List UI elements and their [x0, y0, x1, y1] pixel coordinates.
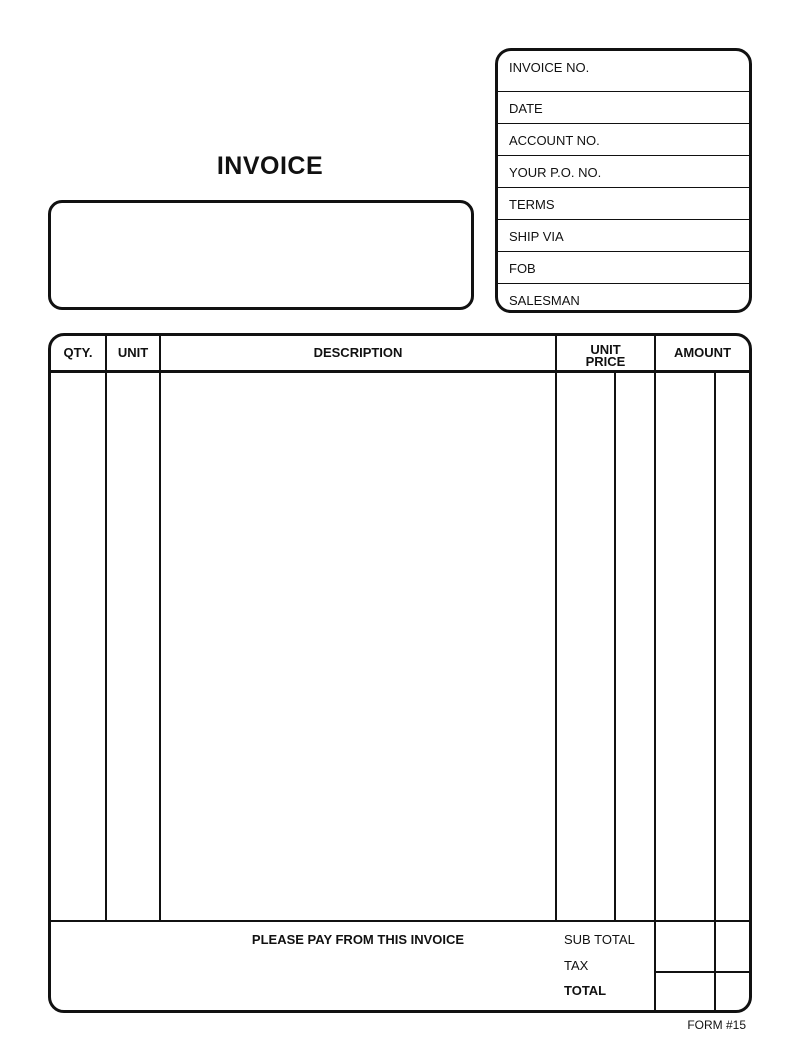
total-amount-cell[interactable]: [656, 973, 749, 1010]
invoice-info-panel: [495, 48, 752, 313]
pay-note: PLEASE PAY FROM THIS INVOICE: [251, 932, 465, 947]
line-items-table: [48, 333, 752, 1013]
unit-price-header-line2: PRICE: [585, 354, 626, 369]
fob-field[interactable]: FOB: [498, 252, 749, 284]
account-number-field[interactable]: ACCOUNT NO.: [498, 124, 749, 156]
invoice-number-field[interactable]: INVOICE NO.: [498, 51, 749, 92]
po-number-field[interactable]: YOUR P.O. NO.: [498, 156, 749, 188]
qty-header: QTY.: [63, 345, 93, 360]
total-label: TOTAL: [564, 983, 607, 998]
date-field[interactable]: DATE: [498, 92, 749, 124]
line-items-body[interactable]: [51, 373, 749, 920]
amount-header: AMOUNT: [673, 345, 732, 360]
salesman-field[interactable]: SALESMAN: [509, 293, 580, 308]
tax-label: TAX: [564, 958, 589, 973]
ship-via-field[interactable]: SHIP VIA: [498, 220, 749, 252]
subtotal-label: SUB TOTAL: [564, 932, 635, 947]
footer-divider: [51, 920, 749, 922]
unit-header: UNIT: [117, 345, 149, 360]
description-header: DESCRIPTION: [313, 345, 403, 360]
bill-to-address-box[interactable]: [48, 200, 474, 310]
form-number: FORM #15: [687, 1018, 746, 1032]
unit-price-header: [557, 344, 654, 368]
invoice-title: INVOICE: [216, 152, 324, 180]
subtotal-amount-cell[interactable]: [656, 922, 749, 971]
terms-field[interactable]: TERMS: [498, 188, 749, 220]
unit-price-header-line1: UNIT: [590, 342, 621, 357]
